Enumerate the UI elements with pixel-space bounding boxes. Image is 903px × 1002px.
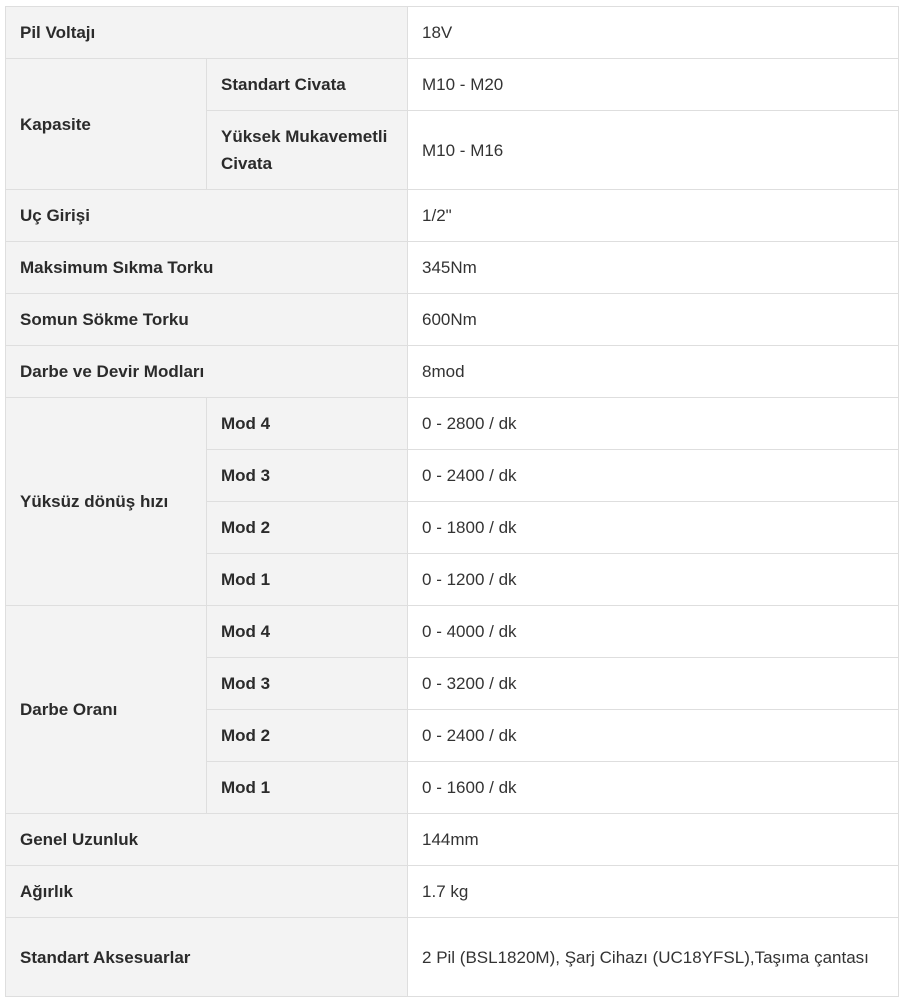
spec-label: Ağırlık bbox=[6, 866, 408, 918]
spec-value: 1.7 kg bbox=[408, 866, 899, 918]
spec-value: 144mm bbox=[408, 814, 899, 866]
spec-value: 345Nm bbox=[408, 242, 899, 294]
spec-value: 600Nm bbox=[408, 294, 899, 346]
spec-sub-label: Mod 4 bbox=[207, 398, 408, 450]
table-row bbox=[6, 606, 899, 658]
table-row bbox=[6, 346, 899, 398]
spec-value: 0 - 2400 / dk bbox=[408, 450, 899, 502]
spec-label: Standart Aksesuarlar bbox=[6, 918, 408, 997]
spec-value: M10 - M20 bbox=[408, 59, 899, 111]
spec-label: Somun Sökme Torku bbox=[6, 294, 408, 346]
table-row bbox=[6, 398, 899, 450]
spec-label: Pil Voltajı bbox=[6, 7, 408, 59]
spec-value: 0 - 1600 / dk bbox=[408, 762, 899, 814]
spec-label: Uç Girişi bbox=[6, 190, 408, 242]
spec-value: 18V bbox=[408, 7, 899, 59]
spec-value: 8mod bbox=[408, 346, 899, 398]
spec-label: Genel Uzunluk bbox=[6, 814, 408, 866]
spec-sub-label: Standart Civata bbox=[207, 59, 408, 111]
spec-sub-label: Mod 2 bbox=[207, 710, 408, 762]
spec-sub-label: Yüksek Mukavemetli Civata bbox=[207, 111, 408, 190]
spec-sub-label: Mod 3 bbox=[207, 658, 408, 710]
spec-group-label: Yüksüz dönüş hızı bbox=[6, 398, 207, 606]
table-row bbox=[6, 866, 899, 918]
spec-value: 0 - 4000 / dk bbox=[408, 606, 899, 658]
spec-value: 1/2" bbox=[408, 190, 899, 242]
table-row bbox=[6, 190, 899, 242]
spec-group-label: Kapasite bbox=[6, 59, 207, 190]
spec-value: 0 - 2400 / dk bbox=[408, 710, 899, 762]
spec-value: 0 - 3200 / dk bbox=[408, 658, 899, 710]
spec-sub-label: Mod 2 bbox=[207, 502, 408, 554]
table-row bbox=[6, 918, 899, 997]
table-row bbox=[6, 59, 899, 111]
spec-value: 0 - 1800 / dk bbox=[408, 502, 899, 554]
spec-table bbox=[5, 6, 899, 997]
spec-value: 0 - 2800 / dk bbox=[408, 398, 899, 450]
spec-value: 2 Pil (BSL1820M), Şarj Cihazı (UC18YFSL),Taşıma çantası bbox=[408, 918, 899, 997]
spec-sub-label: Mod 1 bbox=[207, 554, 408, 606]
table-row bbox=[6, 242, 899, 294]
spec-label: Maksimum Sıkma Torku bbox=[6, 242, 408, 294]
spec-sub-label: Mod 3 bbox=[207, 450, 408, 502]
table-row bbox=[6, 814, 899, 866]
table-row bbox=[6, 7, 899, 59]
spec-sub-label: Mod 1 bbox=[207, 762, 408, 814]
table-row bbox=[6, 294, 899, 346]
spec-group-label: Darbe Oranı bbox=[6, 606, 207, 814]
spec-sub-label: Mod 4 bbox=[207, 606, 408, 658]
spec-value: 0 - 1200 / dk bbox=[408, 554, 899, 606]
spec-value: M10 - M16 bbox=[408, 111, 899, 190]
spec-label: Darbe ve Devir Modları bbox=[6, 346, 408, 398]
